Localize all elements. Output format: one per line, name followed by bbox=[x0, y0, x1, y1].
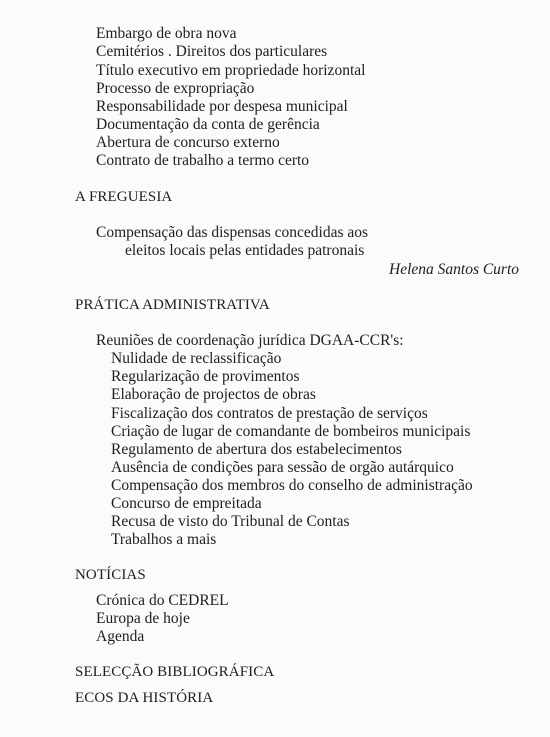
contents-item: Contrato de trabalho a termo certo bbox=[96, 152, 310, 169]
pratica-intro: Reuniões de coordenação jurídica DGAA-CCR's: bbox=[96, 332, 404, 349]
section-heading-ecos: ECOS DA HISTÓRIA bbox=[75, 690, 214, 706]
contents-item: Processo de expropriação bbox=[96, 80, 255, 97]
contents-item: Documentação da conta de gerência bbox=[96, 116, 320, 133]
pratica-item: Fiscalização dos contratos de prestação de serviços bbox=[111, 405, 428, 422]
noticias-item: Crónica do CEDREL bbox=[96, 592, 229, 609]
pratica-item: Regulamento de abertura dos estabelecimentos bbox=[111, 441, 402, 458]
contents-item: Cemitérios . Direitos dos particulares bbox=[96, 43, 328, 60]
pratica-item: Nulidade de reclassificação bbox=[111, 350, 282, 367]
section-heading-freguesia: A FREGUESIA bbox=[75, 189, 173, 205]
contents-item: Título executivo em propriedade horizontal bbox=[96, 62, 366, 79]
section-heading-seleccao: SELECÇÃO BIBLIOGRÁFICA bbox=[75, 664, 275, 680]
section-heading-pratica: PRÁTICA ADMINISTRATIVA bbox=[75, 297, 270, 313]
pratica-item: Recusa de visto do Tribunal de Contas bbox=[111, 513, 350, 530]
pratica-item: Concurso de empreitada bbox=[111, 495, 262, 512]
pratica-item: Elaboração de projectos de obras bbox=[111, 386, 316, 403]
pratica-item: Criação de lugar de comandante de bombeiros municipais bbox=[111, 423, 471, 440]
pratica-item: Regularização de provimentos bbox=[111, 368, 300, 385]
contents-item: Embargo de obra nova bbox=[96, 25, 237, 42]
contents-item: Abertura de concurso externo bbox=[96, 134, 280, 151]
section-heading-noticias: NOTÍCIAS bbox=[75, 567, 146, 583]
pratica-item: Trabalhos a mais bbox=[111, 531, 217, 548]
article-title-line-1: Compensação das dispensas concedidas aos bbox=[96, 224, 369, 241]
pratica-item: Ausência de condições para sessão de orgão autárquico bbox=[111, 459, 454, 476]
noticias-item: Agenda bbox=[96, 628, 145, 645]
noticias-item: Europa de hoje bbox=[96, 610, 190, 627]
article-title-line-2: eleitos locais pelas entidades patronais bbox=[125, 242, 365, 259]
contents-item: Responsabilidade por despesa municipal bbox=[96, 98, 348, 115]
article-author: Helena Santos Curto bbox=[389, 261, 520, 278]
pratica-item: Compensação dos membros do conselho de administração bbox=[111, 477, 473, 494]
